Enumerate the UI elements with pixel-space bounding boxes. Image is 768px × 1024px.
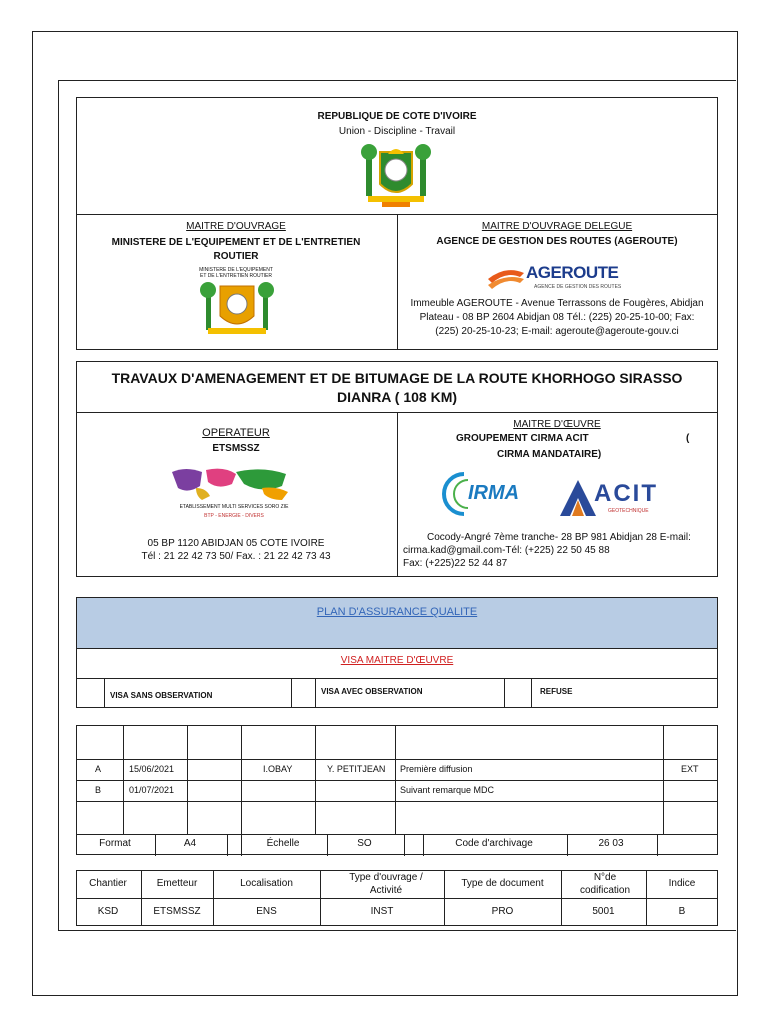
engineer-name: GROUPEMENT CIRMA ACIT [456,433,589,444]
operator-name: ETSMSSZ [212,443,260,454]
visa-with-observation: VISA AVEC OBSERVATION [321,687,423,696]
republic-title: REPUBLIQUE DE COTE D'IVOIRE [317,111,477,122]
delegate-address: Immeuble AGEROUTE - Avenue Terrassons de Fougères, Abidjan Plateau - 08 BP 2604 Abidjan 08 Tél.: (225) 20-25-10-00; Fax: (225) 20-25-10-23; E-mail: ageroute@ageroute-gouv.ci [410,298,704,337]
archive-value: 26 03 [598,838,624,849]
coat-of-arms-logo [358,144,434,210]
quality-plan-banner [76,597,718,649]
codif-header-emetteur: Emetteur [156,878,198,889]
motto: Union - Discipline - Travail [338,126,456,137]
codif-header-indice: Indice [668,878,696,889]
rev-a-checker: Y. PETITJEAN [327,764,386,774]
scale-label: Échelle [266,838,300,849]
archive-label: Code d'archivage [455,838,533,849]
ageroute-logo: AGEROUTE AGENCE DE GESTION DES ROUTES [486,263,636,293]
operator-address: 05 BP 1120 ABIDJAN 05 COTE IVOIRE Tél : 21 22 42 73 50/ Fax. : 21 22 42 73 43 [141,538,331,562]
codif-header-type-doc: Type de document [461,878,544,889]
rev-a-type: EXT [681,764,699,774]
acit-logo: ACIT GEOTECHNIQUE [558,478,662,520]
codif-value-localisation: ENS [256,906,277,917]
codif-value-chantier: KSD [97,906,119,917]
owner-name: MINISTERE DE L'EQUIPEMENT ET DE L'ENTRETIEN ROUTIER [111,237,361,262]
codif-header-numero: N°de codification [579,872,631,896]
engineer-paren: ( [686,433,690,444]
etsmssz-logo: ETABLISSEMENT MULTI SERVICES SORO ZIE BTP - ENERGIE - DIVERS [166,466,302,526]
visa-refused: REFUSE [540,687,573,696]
format-value: A4 [183,838,197,849]
inner-frame-left [58,80,59,930]
engineer-heading: MAITRE D'ŒUVRE [513,419,601,430]
scale-value: SO [357,838,372,849]
delegate-heading: MAITRE D'OUVRAGE DELEGUE [481,221,633,232]
delegate-name: AGENCE DE GESTION DES ROUTES (AGEROUTE) [436,236,678,247]
operator-heading: OPERATEUR [202,427,270,439]
visa-title: VISA MAITRE D'ŒUVRE [340,655,454,666]
inner-frame-bottom [58,930,736,931]
project-title: TRAVAUX D'AMENAGEMENT ET DE BITUMAGE DE LA ROUTE KHORHOGO SIRASSO DIANRA ( 108 KM) [111,370,683,405]
owner-logo-caption: MINISTERE DE L'EQUIPEMENT ET DE L'ENTRETIEN ROUTIER [199,267,273,279]
codif-value-type-doc: PRO [491,906,514,917]
quality-plan-title: PLAN D'ASSURANCE QUALITE [316,606,478,618]
visa-no-observation: VISA SANS OBSERVATION [110,691,213,700]
rev-a-author: I.OBAY [263,764,293,774]
codif-header-localisation: Localisation [240,878,293,889]
codif-header-chantier: Chantier [89,878,127,889]
rev-a-index: A [95,764,102,774]
inner-frame-top [58,80,736,81]
codif-value-ouvrage: INST [370,906,394,917]
engineer-address: Cocody-Angré 7ème tranche- 28 BP 981 Abidjan 28 E-mail: cirma.kad@gmail.com-Tél: (+225) 22 50 45 88 Fax: (+225)22 52 44 87 [403,532,691,569]
codif-value-emetteur: ETSMSSZ [153,906,201,917]
codif-header-ouvrage: Type d'ouvrage / Activité [349,872,423,896]
rev-a-description: Première diffusion [400,764,473,774]
codif-value-numero: 5001 [592,906,615,917]
ministry-logo [200,280,274,338]
owner-heading: MAITRE D'OUVRAGE [186,221,286,232]
codif-value-indice: B [678,906,686,917]
rev-b-date: 01/07/2021 [129,785,175,795]
engineer-mandate: CIRMA MANDATAIRE) [497,449,602,460]
rev-b-index: B [95,785,102,795]
format-label: Format [99,838,131,849]
cirma-logo: IRMA [442,470,554,518]
rev-a-date: 15/06/2021 [129,764,175,774]
rev-b-description: Suivant remarque MDC [400,785,495,795]
